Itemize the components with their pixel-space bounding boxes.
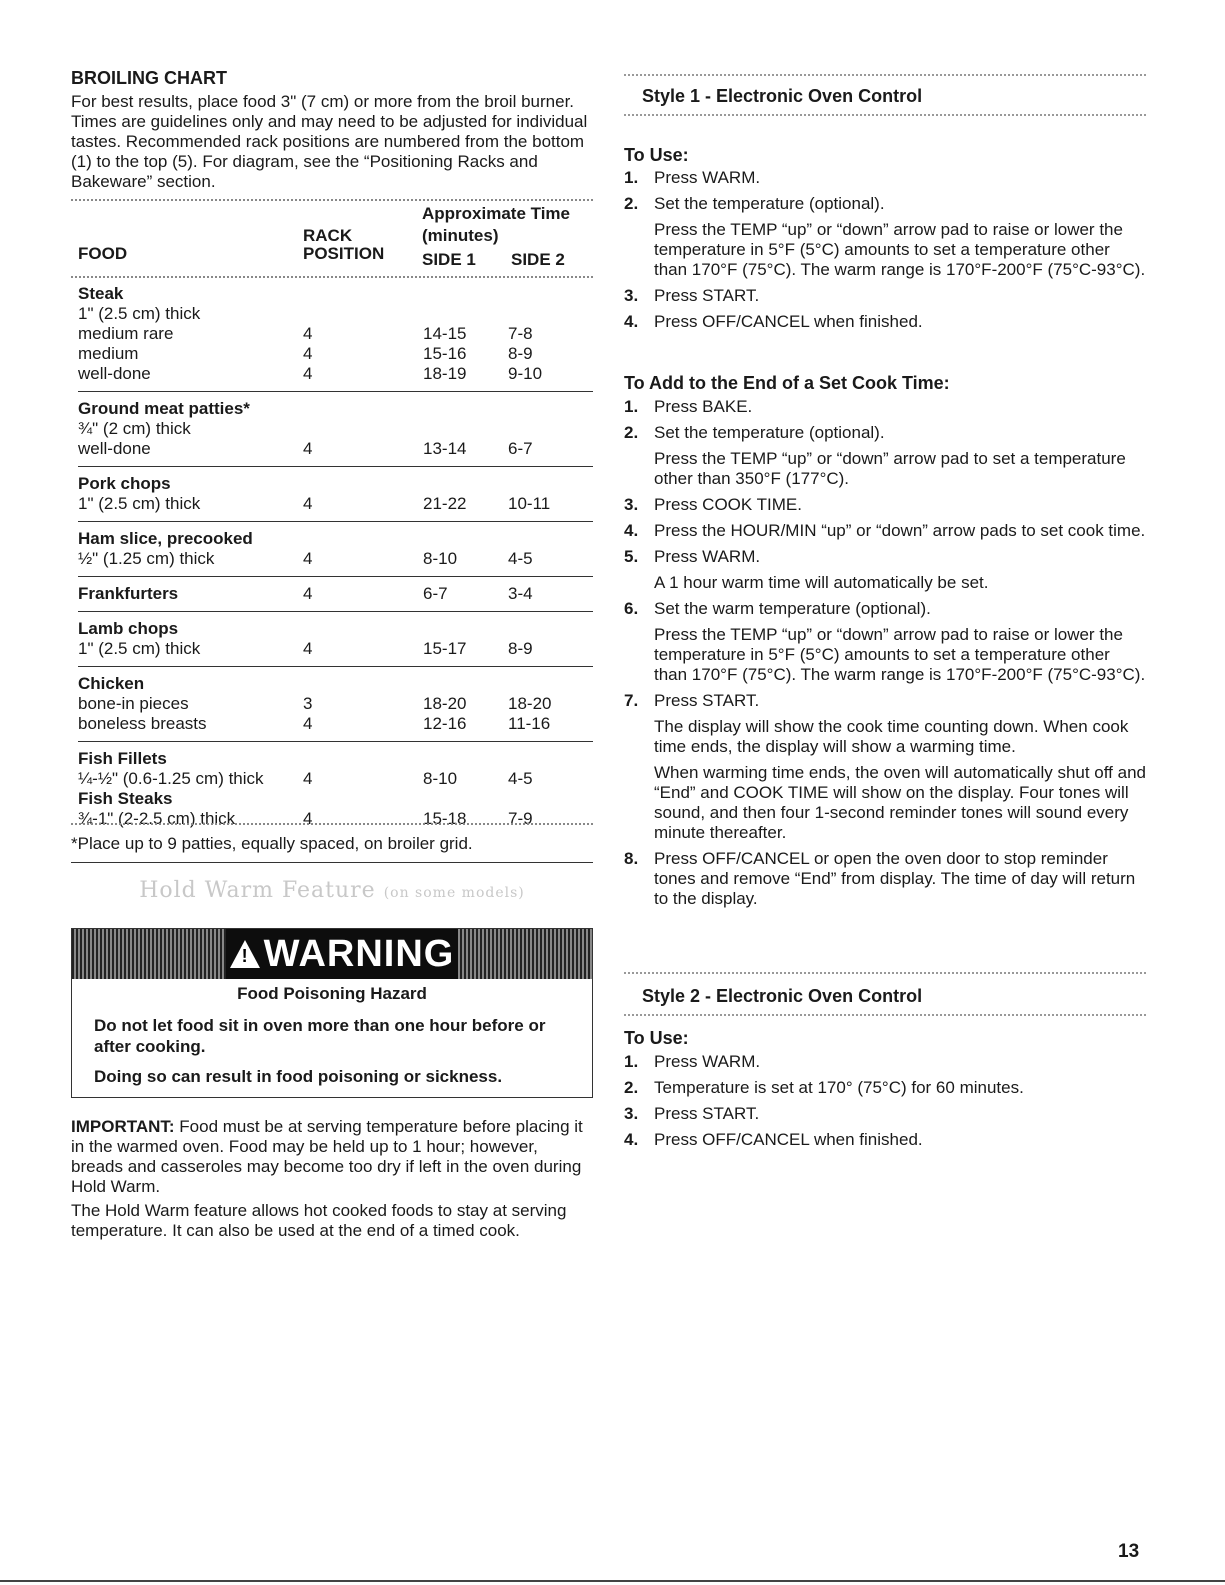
side1-cell: 14-15 bbox=[423, 324, 467, 343]
step-number: 4. bbox=[624, 521, 639, 540]
food-cell: ¾-1" (2-2.5 cm) thick bbox=[78, 809, 236, 828]
step-number: 2. bbox=[624, 194, 639, 213]
chart-bottom-rule bbox=[71, 823, 593, 825]
side2-cell: 10-11 bbox=[508, 494, 551, 513]
table-row bbox=[78, 419, 593, 439]
group-rule bbox=[78, 521, 593, 522]
table-row bbox=[78, 344, 593, 364]
group-name: Chicken bbox=[78, 674, 145, 693]
table-row bbox=[78, 809, 593, 829]
important-label: IMPORTANT: bbox=[71, 1117, 175, 1136]
side2-cell: 7-8 bbox=[508, 324, 533, 343]
table-row bbox=[78, 769, 593, 789]
page-bottom-rule bbox=[0, 1580, 1225, 1582]
step-text: Press BAKE. bbox=[654, 397, 753, 416]
rack-cell: 4 bbox=[303, 809, 313, 828]
hold-warm-heading bbox=[71, 878, 593, 903]
step-number: 2. bbox=[624, 423, 639, 442]
step-item bbox=[624, 1104, 1146, 1124]
footnote-rule bbox=[71, 862, 593, 863]
chart-group bbox=[78, 284, 593, 384]
group-rule bbox=[78, 741, 593, 742]
chart-footnote: *Place up to 9 patties, equally spaced, on broiler grid. bbox=[71, 834, 473, 853]
step-number: 2. bbox=[624, 1078, 639, 1097]
chart-group bbox=[78, 749, 593, 829]
side2-cell: 9-10 bbox=[508, 364, 543, 383]
side2-cell: 6-7 bbox=[508, 439, 533, 458]
step-item bbox=[624, 194, 1146, 280]
rack-cell: 4 bbox=[303, 494, 313, 513]
rack-cell: 4 bbox=[303, 439, 313, 458]
step-item bbox=[624, 168, 1146, 188]
header-food: FOOD bbox=[78, 244, 128, 263]
rack-cell: 4 bbox=[303, 344, 313, 363]
step-text: Press OFF/CANCEL when finished. bbox=[654, 1130, 923, 1149]
step-item bbox=[624, 286, 1146, 306]
header-rack: RACK bbox=[303, 226, 353, 245]
food-cell: 1" (2.5 cm) thick bbox=[78, 494, 201, 513]
step-number: 5. bbox=[624, 547, 639, 566]
step-text: Press OFF/CANCEL or open the oven door to stop reminder tones and remove “End” from display. The time of day will return to the display. bbox=[654, 849, 1136, 908]
rack-cell: 4 bbox=[303, 364, 313, 383]
hazard-consequence: Doing so can result in food poisoning or sickness. bbox=[94, 1067, 503, 1086]
step-number: 3. bbox=[624, 495, 639, 514]
step-note: Press the TEMP “up” or “down” arrow pad to set a temperature other than 350°F (177°C). bbox=[654, 449, 1126, 488]
rack-cell: 4 bbox=[303, 639, 313, 658]
step-item bbox=[624, 1078, 1146, 1098]
step-text: Press START. bbox=[654, 1104, 760, 1123]
food-cell: ½" (1.25 cm) thick bbox=[78, 549, 215, 568]
table-row bbox=[78, 364, 593, 384]
step-item bbox=[624, 521, 1146, 541]
step-text: Press COOK TIME. bbox=[654, 495, 802, 514]
group-rule bbox=[78, 391, 593, 392]
food-cell: boneless breasts bbox=[78, 714, 207, 733]
chart-group bbox=[78, 529, 593, 569]
chart-group bbox=[78, 474, 593, 514]
side1-cell: 21-22 bbox=[423, 494, 467, 513]
step-text: Set the temperature (optional). bbox=[654, 194, 885, 213]
step-text: Press OFF/CANCEL when finished. bbox=[654, 312, 923, 331]
style1-title: Style 1 - Electronic Oven Control bbox=[642, 86, 923, 106]
side1-cell: 6-7 bbox=[423, 584, 448, 603]
style2-top-rule bbox=[624, 972, 1146, 974]
group-name: Lamb chops bbox=[78, 619, 179, 638]
food-cell: medium rare bbox=[78, 324, 174, 343]
step-number: 6. bbox=[624, 599, 639, 618]
step-item bbox=[624, 495, 1146, 515]
step-number: 7. bbox=[624, 691, 639, 710]
group-rule bbox=[78, 466, 593, 467]
style1-top-rule bbox=[624, 74, 1146, 76]
chart-group bbox=[78, 399, 593, 459]
step-text: Press WARM. bbox=[654, 547, 761, 566]
step-note: A 1 hour warm time will automatically be set. bbox=[654, 573, 989, 592]
broiling-chart-intro: For best results, place food 3" (7 cm) or more from the broil burner. Times are guidelines only and may need to be adjusted for individual tastes. Recommended rack positions are numbered from the bottom (1) to the top (5). For diagram, see the “Positioning Racks and Bakeware” section. bbox=[71, 92, 588, 191]
group-rule bbox=[78, 611, 593, 612]
side2-cell: 7-9 bbox=[508, 809, 533, 828]
step-text: Set the temperature (optional). bbox=[654, 423, 885, 442]
step-item bbox=[624, 1052, 1146, 1072]
food-cell: well-done bbox=[78, 364, 151, 383]
step-item bbox=[624, 397, 1146, 417]
side2-cell: 11-16 bbox=[508, 714, 551, 733]
broiling-chart-table bbox=[78, 284, 593, 829]
warning-triangle-icon: ! bbox=[230, 940, 260, 968]
food-cell: bone-in pieces bbox=[78, 694, 189, 713]
add-to-end-heading: To Add to the End of a Set Cook Time: bbox=[624, 373, 950, 393]
side1-cell: 18-20 bbox=[423, 694, 467, 713]
table-row bbox=[78, 324, 593, 344]
hazard-instruction: Do not let food sit in oven more than one hour before or after cooking. bbox=[94, 1016, 546, 1056]
side2-cell: 4-5 bbox=[508, 769, 533, 788]
chart-group bbox=[78, 674, 593, 734]
step-number: 1. bbox=[624, 1052, 639, 1071]
chart-group bbox=[78, 584, 593, 604]
step-note: The display will show the cook time counting down. When cook time ends, the display will show a warming time. bbox=[654, 717, 1129, 756]
group-rule bbox=[78, 576, 593, 577]
food-cell: medium bbox=[78, 344, 139, 363]
side1-cell: 15-18 bbox=[423, 809, 467, 828]
table-row bbox=[78, 494, 593, 514]
group-name: Fish Fillets bbox=[78, 749, 167, 768]
table-row bbox=[78, 694, 593, 714]
group-name: Ground meat patties* bbox=[78, 399, 250, 418]
group-name: Pork chops bbox=[78, 474, 171, 493]
step-note: Press the TEMP “up” or “down” arrow pad to raise or lower the temperature in 5°F (5°C) amounts to set a temperature other than 170°F (75°C). The warm range is 170°F-200°F (75°C-93°C). bbox=[654, 220, 1146, 279]
side1-cell: 8-10 bbox=[423, 769, 458, 788]
side1-cell: 12-16 bbox=[423, 714, 467, 733]
hold-warm-heading-note: (on some models) bbox=[383, 885, 525, 901]
important-paragraph bbox=[71, 1117, 593, 1197]
style1-bottom-rule bbox=[624, 114, 1146, 116]
warning-label bbox=[226, 929, 458, 979]
group-name: Steak bbox=[78, 284, 124, 303]
side2-cell: 3-4 bbox=[508, 584, 533, 603]
step-text: Press WARM. bbox=[654, 168, 761, 187]
rack-cell: 4 bbox=[303, 769, 313, 788]
side1-cell: 13-14 bbox=[423, 439, 467, 458]
step-text: Press START. bbox=[654, 286, 760, 305]
step-text: Press the HOUR/MIN “up” or “down” arrow pads to set cook time. bbox=[654, 521, 1146, 540]
header-rack-position: POSITION bbox=[303, 244, 385, 263]
group-name: Ham slice, precooked bbox=[78, 529, 253, 548]
chart-group bbox=[78, 619, 593, 659]
style2-title: Style 2 - Electronic Oven Control bbox=[642, 986, 923, 1006]
chart-top-rule bbox=[71, 199, 593, 201]
table-row bbox=[78, 639, 593, 659]
food-cell: Fish Steaks bbox=[78, 789, 173, 808]
food-cell: well-done bbox=[78, 439, 151, 458]
side1-cell: 15-16 bbox=[423, 344, 467, 363]
add-to-end-steps bbox=[624, 397, 1146, 915]
step-number: 8. bbox=[624, 849, 639, 868]
side1-cell: 15-17 bbox=[423, 639, 467, 658]
step-item bbox=[624, 312, 1146, 332]
side2-cell: 4-5 bbox=[508, 549, 533, 568]
header-minutes: (minutes) bbox=[422, 226, 499, 245]
chart-header-rule bbox=[71, 276, 593, 278]
table-row bbox=[78, 584, 593, 604]
style1-to-use-heading: To Use: bbox=[624, 145, 689, 165]
step-number: 1. bbox=[624, 168, 639, 187]
style2-to-use-heading: To Use: bbox=[624, 1028, 689, 1048]
step-number: 4. bbox=[624, 1130, 639, 1149]
step-number: 3. bbox=[624, 286, 639, 305]
rack-cell: 4 bbox=[303, 584, 313, 603]
group-rule bbox=[78, 666, 593, 667]
side2-cell: 18-20 bbox=[508, 694, 552, 713]
page-number: 13 bbox=[1118, 1541, 1140, 1562]
food-cell: 1" (2.5 cm) thick bbox=[78, 304, 201, 323]
group-name: Frankfurters bbox=[78, 584, 179, 603]
table-row bbox=[78, 789, 593, 809]
side1-cell: 8-10 bbox=[423, 549, 458, 568]
step-text: Set the warm temperature (optional). bbox=[654, 599, 931, 618]
rack-cell: 3 bbox=[303, 694, 313, 713]
step-text: Press WARM. bbox=[654, 1052, 761, 1071]
important-text: Food must be at serving temperature before placing it in the warmed oven. Food may be held up to 1 hour; however, breads and casseroles may become too dry if left in the oven during Hold Warm. bbox=[71, 1117, 583, 1196]
warning-text: WARNING bbox=[263, 933, 455, 975]
table-row bbox=[78, 549, 593, 569]
header-side-1: SIDE 1 bbox=[422, 250, 476, 269]
step-item bbox=[624, 547, 1146, 593]
step-item bbox=[624, 423, 1146, 489]
step-number: 1. bbox=[624, 397, 639, 416]
table-row bbox=[78, 439, 593, 459]
header-approx-time: Approximate Time bbox=[422, 204, 571, 223]
side2-cell: 8-9 bbox=[508, 344, 533, 363]
side1-cell: 18-19 bbox=[423, 364, 467, 383]
step-item bbox=[624, 599, 1146, 685]
style2-to-use-steps bbox=[624, 1052, 1146, 1156]
rack-cell: 4 bbox=[303, 714, 313, 733]
table-row bbox=[78, 714, 593, 734]
step-number: 3. bbox=[624, 1104, 639, 1123]
step-item bbox=[624, 1130, 1146, 1150]
warning-box bbox=[71, 928, 593, 1098]
food-cell: 1" (2.5 cm) thick bbox=[78, 639, 201, 658]
step-item bbox=[624, 691, 1146, 843]
rack-cell: 4 bbox=[303, 324, 313, 343]
hazard-title: Food Poisoning Hazard bbox=[237, 984, 427, 1003]
broiling-chart-title: BROILING CHART bbox=[71, 68, 227, 88]
food-cell: ¼-½" (0.6-1.25 cm) thick bbox=[78, 769, 264, 788]
step-note: When warming time ends, the oven will automatically shut off and “End” and COOK TIME will show on the display. Four tones will sound, and then four 1-second reminder tones will sound every minute thereafter. bbox=[654, 763, 1146, 842]
table-row bbox=[78, 304, 593, 324]
warning-banner bbox=[72, 929, 592, 979]
header-side-2: SIDE 2 bbox=[511, 250, 565, 269]
style1-to-use-steps bbox=[624, 168, 1146, 338]
step-item bbox=[624, 849, 1146, 909]
food-cell: ¾" (2 cm) thick bbox=[78, 419, 191, 438]
step-text: Temperature is set at 170° (75°C) for 60 minutes. bbox=[654, 1078, 1024, 1097]
step-number: 4. bbox=[624, 312, 639, 331]
rack-cell: 4 bbox=[303, 549, 313, 568]
hold-warm-heading-text: Hold Warm Feature bbox=[139, 878, 376, 903]
step-note: Press the TEMP “up” or “down” arrow pad to raise or lower the temperature in 5°F (5°C) amounts to set a temperature other than 170°F (75°C). The warm range is 170°F-200°F (75°C-93°C). bbox=[654, 625, 1146, 684]
hold-warm-description: The Hold Warm feature allows hot cooked foods to stay at serving temperature. It can also be used at the end of a timed cook. bbox=[71, 1201, 567, 1240]
side2-cell: 8-9 bbox=[508, 639, 533, 658]
style2-bottom-rule bbox=[624, 1014, 1146, 1016]
step-text: Press START. bbox=[654, 691, 760, 710]
